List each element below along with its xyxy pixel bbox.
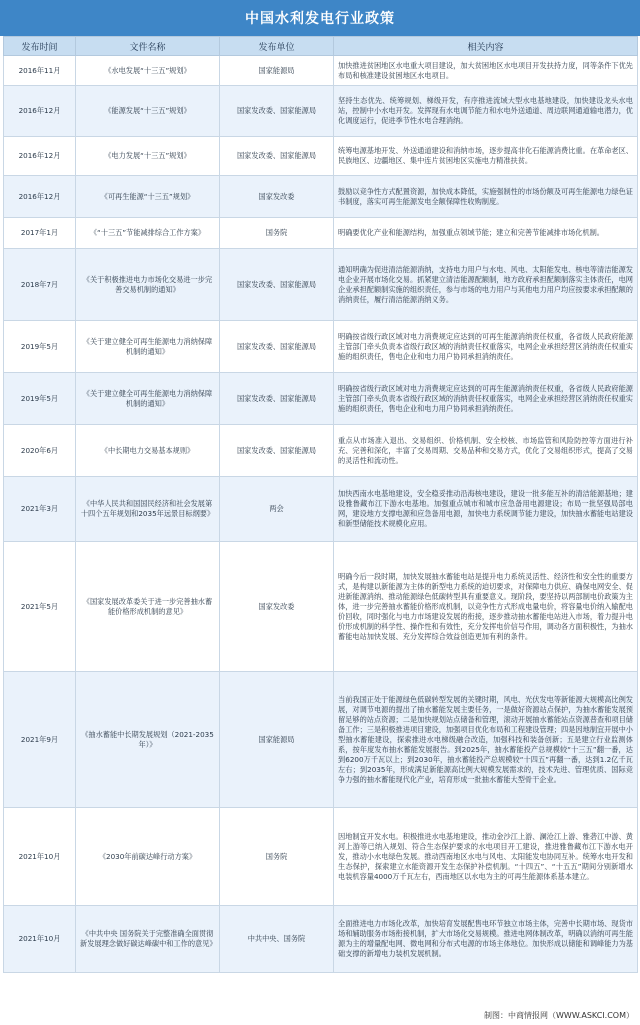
table-row xyxy=(4,906,638,973)
cell-issuer: 两会 xyxy=(220,477,334,542)
cell-issuer: 国家发改委、国家能源局 xyxy=(220,373,334,425)
cell-name: 《关于积极推进电力市场化交易进一步完善交易机制的通知》 xyxy=(76,249,220,321)
table-row xyxy=(4,542,638,672)
cell-content: 加快西南水电基地建设，安全稳妥推动沿海核电建设，建设一批多能互补的清洁能源基地；建设雅鲁藏布江下游水电基地。加强重点城市和城市应急备用电源建设；布局一批坚强局部电网，建设地方支撑电源和应急备用电源，加快电力系统调节能力建设，加快抽水蓄能电站建设和新型储能技术规模化应用。 xyxy=(334,477,638,542)
cell-name: 《中华人民共和国国民经济和社会发展第十四个五年规划和2035年远景目标纲要》 xyxy=(76,477,220,542)
cell-name: 《2030年前碳达峰行动方案》 xyxy=(76,808,220,906)
cell-name: 《国家发展改革委关于进一步完善抽水蓄能价格形成机制的意见》 xyxy=(76,542,220,672)
table-row xyxy=(4,176,638,218)
table-row xyxy=(4,218,638,249)
source-credit: 制图：中商情报网（WWW.ASKCI.COM） xyxy=(484,1011,634,1020)
cell-issuer: 国家能源局 xyxy=(220,672,334,808)
cell-issuer: 国务院 xyxy=(220,808,334,906)
cell-content: 全面推进电力市场化改革，加快培育发展配售电环节独立市场主体，完善中长期市场、现货市场和辅助服务市场衔接机制，扩大市场化交易规模。推进电网体制改革，明确以消纳可再生能源为主的增量配电网、微电网和分布式电源的市场主体地位。加快形成以储能和调峰能力为基础支撑的新增电力装机发展机制。 xyxy=(334,906,638,973)
cell-date: 2019年5月 xyxy=(4,321,76,373)
table-body xyxy=(4,56,638,973)
cell-date: 2020年6月 xyxy=(4,425,76,477)
cell-name: 《中共中央 国务院关于完整准确全面贯彻新发展理念做好碳达峰碳中和工作的意见》 xyxy=(76,906,220,973)
cell-name: 《可再生能源“十三五”规划》 xyxy=(76,176,220,218)
cell-name: 《水电发展“十三五”规划》 xyxy=(76,56,220,86)
table-row xyxy=(4,86,638,137)
header-issuer: 发布单位 xyxy=(220,37,334,56)
cell-name: 《“十三五”节能减排综合工作方案》 xyxy=(76,218,220,249)
table-row xyxy=(4,425,638,477)
cell-issuer: 国务院 xyxy=(220,218,334,249)
policy-table xyxy=(3,36,638,973)
cell-date: 2021年10月 xyxy=(4,906,76,973)
cell-date: 2018年7月 xyxy=(4,249,76,321)
table-row xyxy=(4,477,638,542)
cell-date: 2021年5月 xyxy=(4,542,76,672)
cell-date: 2016年12月 xyxy=(4,137,76,176)
cell-content: 加快推进贫困地区水电重大项目建设，加大贫困地区水电项目开发扶持力度，同等条件下优先布局和核准建设贫困地区水电项目。 xyxy=(334,56,638,86)
table-row xyxy=(4,373,638,425)
cell-date: 2021年3月 xyxy=(4,477,76,542)
cell-name: 《关于建立健全可再生能源电力消纳保障机制的通知》 xyxy=(76,321,220,373)
table-row xyxy=(4,808,638,906)
cell-content: 明确按省级行政区域对电力消费规定应达到的可再生能源消纳责任权重，各省级人民政府能源主管部门牵头负责本省级行政区域的消纳责任权重落实，电网企业承担经营区消纳责任权重实施的组织责任，售电企业和电力用户协同承担消纳责任。 xyxy=(334,373,638,425)
cell-date: 2021年9月 xyxy=(4,672,76,808)
cell-name: 《中长期电力交易基本规则》 xyxy=(76,425,220,477)
cell-date: 2016年11月 xyxy=(4,56,76,86)
cell-content: 通知明确为促进清洁能源消纳，支持电力用户与水电、风电、太阳能发电、核电等清洁能源发电企业开展市场化交易。抓紧建立清洁能源配额制，地方政府承担配额制落实主体责任，电网企业承担配额制实施的组织责任，参与市场的电力用户与其他电力用户均应按要求承担配额的消纳责任，履行清洁能源消纳义务。 xyxy=(334,249,638,321)
table-row xyxy=(4,321,638,373)
header-date: 发布时间 xyxy=(4,37,76,56)
cell-date: 2016年12月 xyxy=(4,176,76,218)
cell-date: 2019年5月 xyxy=(4,373,76,425)
cell-date: 2021年10月 xyxy=(4,808,76,906)
table-row xyxy=(4,672,638,808)
header-name: 文件名称 xyxy=(76,37,220,56)
header-content: 相关内容 xyxy=(334,37,638,56)
cell-content: 当前我国正处于能源绿色低碳转型发展的关键时期，风电、光伏发电等新能源大规模高比例发展，对调节电源的提出了抽水蓄能发展主要任务，一是做好资源站点保护，为抽水蓄能发展预留足够的站点资源；二是加快规划站点储备和管理，滚动开展抽水蓄能站点资源普查和项目储备工作；三是积极推进项目建设，加强项目优化布局和工程建设管理；四是因地制宜开展中小型抽水蓄能建设，探索推进水电梯级融合改造，加强科技和装备创新；五是建立行业监测体系，按年度发布抽水蓄能发展报告。到2025年，抽水蓄能投产总规模较“十三五”翻一番，达到6200万千瓦以上；到2030年，抽水蓄能投产总规模较“十四五”再翻一番，达到1.2亿千瓦左右；到2035年，形成满足新能源高比例大规模发展需求的，技术先进、管理优质、国际竞争力强的抽水蓄能现代化产业，培育形成一批抽水蓄能大型骨干企业。 xyxy=(334,672,638,808)
cell-issuer: 国家发改委、国家能源局 xyxy=(220,249,334,321)
cell-issuer: 国家发改委 xyxy=(220,176,334,218)
cell-date: 2017年1月 xyxy=(4,218,76,249)
cell-name: 《电力发展“十三五”规划》 xyxy=(76,137,220,176)
cell-issuer: 中共中央、国务院 xyxy=(220,906,334,973)
cell-content: 坚持生态优先、统筹规划、梯级开发，有序推进流域大型水电基地建设，加快建设龙头水电站，控制中小水电开发。发挥现有水电调节能力和水电外送通道、周边联网通道输电潜力，优化调度运行，促进季节性水电合理消纳。 xyxy=(334,86,638,137)
table-row xyxy=(4,56,638,86)
cell-issuer: 国家发改委、国家能源局 xyxy=(220,86,334,137)
cell-issuer: 国家发改委、国家能源局 xyxy=(220,321,334,373)
cell-content: 鼓励以竞争性方式配置资源，加快成本降低，实施强制性的市场份额及可再生能源电力绿色证书制度，落实可再生能源发电全额保障性收购制度。 xyxy=(334,176,638,218)
cell-name: 《关于建立健全可再生能源电力消纳保障机制的通知》 xyxy=(76,373,220,425)
table-header-row xyxy=(4,37,638,56)
cell-issuer: 国家发改委、国家能源局 xyxy=(220,425,334,477)
table-row xyxy=(4,249,638,321)
cell-content: 明确今后一段时期，加快发展抽水蓄能电站是提升电力系统灵活性、经济性和安全性的重要方式，是构建以新能源为主体的新型电力系统的迫切要求，对保障电力供应、确保电网安全、促进新能源消纳、推动能源绿色低碳转型具有重要意义。现阶段，要坚持以两部制电价政策为主体，进一步完善抽水蓄能价格形成机制，以竞争性方式形成电量电价，将容量电价纳入输配电价回收，同时强化与电力市场建设发展的衔接，逐步推动抽水蓄能电站进入市场，着力提升电价形成机制的科学性、操作性和有效性，充分发挥电价信号作用，调动各方面积极性，为抽水蓄能电站加快发展、充分发挥综合效益创造更加有利的条件。 xyxy=(334,542,638,672)
cell-content: 重点从市场准入退出、交易组织、价格机制、安全校核、市场监管和风险防控等方面进行补充、完善和深化，丰富了交易周期、交易品种和交易方式，优化了交易组织形式，提高了交易的灵活性和流动性。 xyxy=(334,425,638,477)
cell-content: 明确按省级行政区域对电力消费规定应达到的可再生能源消纳责任权重，各省级人民政府能源主管部门牵头负责本省级行政区域的消纳责任权重落实，电网企业承担经营区消纳责任权重实施的组织责任，售电企业和电力用户协同承担消纳责任。 xyxy=(334,321,638,373)
cell-issuer: 国家能源局 xyxy=(220,56,334,86)
cell-content: 因地制宜开发水电。积极推进水电基地建设，推动金沙江上游、澜沧江上游、雅砻江中游、黄河上游等已纳入规划、符合生态保护要求的水电项目开工建设，推进雅鲁藏布江下游水电开发，推动小水电绿色发展。推动西南地区水电与风电、太阳能发电协同互补。统筹水电开发和生态保护，探索建立水能资源开发生态保护补偿机制。“十四五”、“十五五”期间分别新增水电装机容量4000万千瓦左右，西南地区以水电为主的可再生能源体系基本建立。 xyxy=(334,808,638,906)
cell-content: 明确要优化产业和能源结构，加强重点领域节能；建立和完善节能减排市场化机制。 xyxy=(334,218,638,249)
page-title: 中国水利发电行业政策 xyxy=(0,0,640,36)
cell-name: 《抽水蓄能中长期发展规划（2021-2035年）》 xyxy=(76,672,220,808)
cell-content: 统筹电源基地开发、外送通道建设和消纳市场，逐步提高非化石能源消费比重。在革命老区、民族地区、边疆地区、集中连片贫困地区实施电力精准扶贫。 xyxy=(334,137,638,176)
cell-issuer: 国家发改委、国家能源局 xyxy=(220,137,334,176)
cell-date: 2016年12月 xyxy=(4,86,76,137)
cell-issuer: 国家发改委 xyxy=(220,542,334,672)
table-row xyxy=(4,137,638,176)
cell-name: 《能源发展“十三五”规划》 xyxy=(76,86,220,137)
